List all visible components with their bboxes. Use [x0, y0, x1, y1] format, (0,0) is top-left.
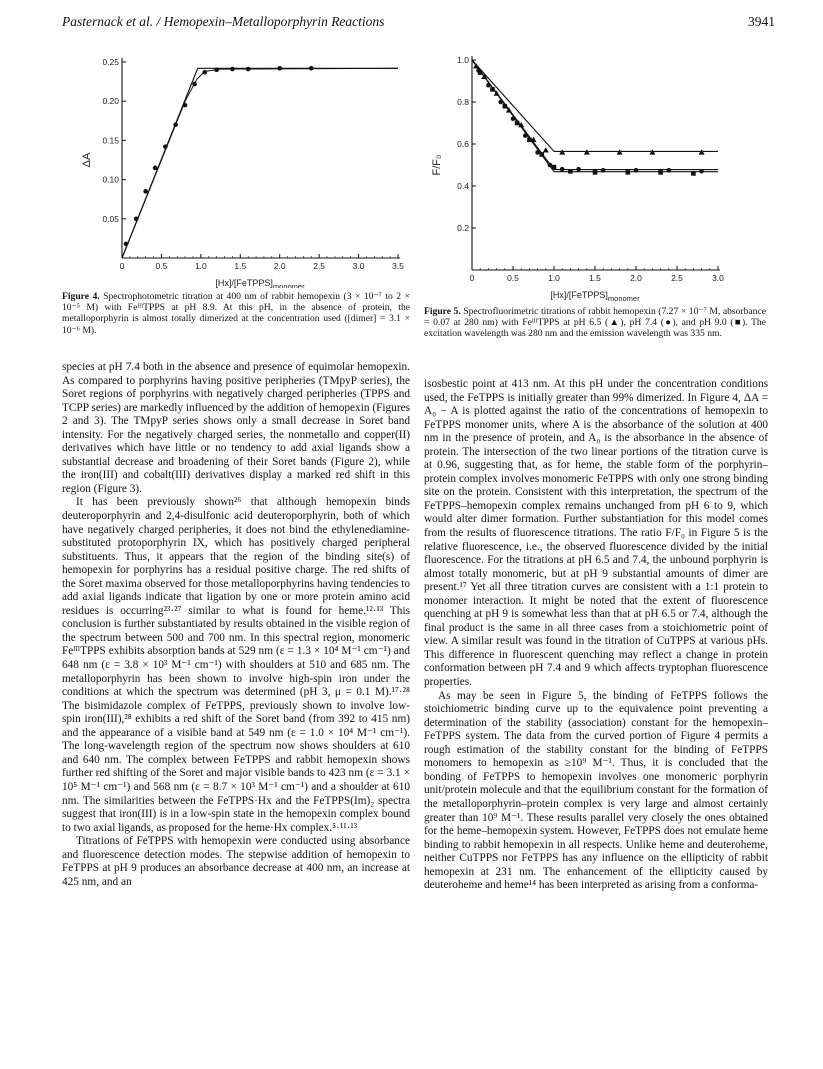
data-point: [309, 66, 314, 71]
data-point: [527, 138, 532, 143]
data-point: [626, 170, 631, 175]
data-point: [124, 242, 129, 247]
x-tick-label: 2.5: [313, 261, 326, 271]
data-point: [515, 121, 520, 126]
data-point: [543, 147, 549, 152]
y-tick-label: 0.20: [102, 96, 119, 107]
data-point: [490, 87, 495, 92]
fit-curve: [122, 68, 398, 258]
y-tick-label: 0.15: [102, 135, 119, 146]
y-tick-label: 0.6: [457, 139, 469, 149]
figure-4-caption: [62, 291, 410, 336]
y-axis-label: ΔA: [81, 152, 93, 168]
right-paragraph: As may be seen in Figure 5, the binding of FeTPPS follows the stoichiometric binding curve up to the equivalence point preventing a determination of the stability (association) constant for the hemopexin–FeTPPS system. The data from the curved portion of Figure 4 permits a rough estimation of the stability constant for the binding of FeTPPS monomers to hemopexin as ≥10⁹ M⁻¹. Thus, it is concluded that the bonding of FeTPPS to hemopexin involves one monomeric porphyrin unit/protein molecule and that the equilibrium constant for the formation of the metalloporphyrin–protein complex is very large and almost certainly greater than 10⁹ M⁻¹. These results parallel very closely the ones obtained for the heme–hemopexin system. However, FeTPPS does not emulate heme binding to rabbit hemopexin in all respects. Unlike heme and deuteroheme, neither CuTPPS nor FeTPPS has any influence on the ellipticity of rabbit hemopexin at 231 nm. The enhancement of the ellipticity caused by deuteroheme and heme¹⁴ has been interpreted as arising from a conforma-: [424, 689, 768, 892]
y-tick-label: 1.0: [457, 55, 469, 65]
data-point: [134, 217, 139, 222]
left-column: [62, 361, 410, 889]
figure-5-chart: [420, 48, 760, 303]
running-title: Pasternack et al. / Hemopexin–Metalloporphyrin Reactions: [62, 14, 385, 29]
data-point: [230, 67, 235, 72]
figure-4-caption-text: Spectrophotometric titration at 400 nm of rabbit hemopexin (3 × 10⁻⁷ to 2 × 10⁻⁵ M) with FeᴵᴵᴵTPPS at pH 8.9. At this pH, in the absence of protein, the metalloporphyrin is almost totally dimerized at the concentration used ([dimer] = 3.1 × 10⁻⁶ M).: [62, 291, 410, 336]
x-tick-label: 0: [119, 261, 125, 271]
left-paragraph: species at pH 7.4 both in the absence and presence of equimolar hemopexin. As compared to porphyrins having positive peripheries (TMpyP series), the Soret regions of porphyrins with negatively charged peripheries (TPPS and TCPP series) are markedly influenced by the addition of hemopexin (Figures 2 and 3). The TMpyP series shows only a small decrease in Soret band intensity. For the negatively charged series, the nonmetallo and copper(II) derivatives which have little or no tendency to add axial ligands show a substantial decrease and broadening of their Soret bands (Figure 2), while the iron(III) and cobalt(III) derivatives display a marked red shift in this region (Figure 3).: [62, 361, 410, 495]
figure-4-caption-label: Figure 4.: [62, 291, 100, 302]
data-point: [560, 167, 565, 172]
x-tick-label: 1.5: [234, 261, 247, 271]
data-point: [478, 70, 483, 75]
x-tick-label: 3.0: [352, 261, 365, 271]
data-point: [163, 144, 168, 149]
y-tick-label: 0.2: [457, 223, 469, 233]
y-tick-label: 0.4: [457, 181, 469, 191]
x-tick-label: 2.0: [273, 261, 286, 271]
figure-5-caption-label: Figure 5.: [424, 306, 461, 317]
data-point: [552, 165, 557, 170]
x-tick-label: 3.0: [712, 273, 724, 283]
right-column: [424, 378, 768, 893]
data-point: [568, 169, 573, 174]
x-tick-label: 2.0: [630, 273, 642, 283]
x-tick-label: 0.5: [155, 261, 168, 271]
left-paragraph: It has been previously shown²⁶ that although hemopexin binds deuteroporphyrin and 2,4-disulfonic acid deuteroporphyrin, both of which have negatively charged peripheries, it does not bind the ethylenediamine-substituted protoporphyrin IX, which has positively charged peripheral substituents. Thus, it appears that the region of the binding site(s) of hemopexin for porphyrins has a residual positive charge. The red shifts of the Soret maxima observed for those metalloporphyrins having tendencies to add axial ligands indicate that ligation by one or more protein amino acid residues is occurring²³·²⁷ similar to what is found for heme.¹²·¹³ This conclusion is further substantiated by results obtained in the visible region of the spectrum between 500 and 700 nm. In this spectral region, monomeric FeᴵᴵᴵTPPS exhibits absorption bands at 529 nm (ε = 1.3 × 10⁴ M⁻¹ cm⁻¹) and 648 nm (ε = 3.8 × 10³ M⁻¹ cm⁻¹) with shoulders at 510 and 685 nm. The metalloporphyrin has been shown to involve high-spin iron under the conditions at which the spectrum was determined (pH 3, μ = 0.1 M).¹⁷·²⁸ The bisimidazole complex of FeTPPS, previously shown to involve low-spin iron(III),²⁸ exhibits a red shift of the Soret band (from 392 to 415 nm) and the appearance of a visible band at 549 nm (ε = 1.0 × 10⁴ M⁻¹ cm⁻¹). The long-wavelength region of the spectrum now shows shoulders at 610 and 640 nm. The complex between FeTPPS and rabbit hemopexin shows further red shifting of the Soret and major visible bands to 423 nm (ε = 3.1 × 10⁵ M⁻¹ cm⁻¹) and 568 nm (ε = 8.7 × 10³ M⁻¹ cm⁻¹) and a shoulder at 610 nm. The similarities between the FeTPPS·Hx and the FeTPPS(Im)₂ spectra suggest that iron(III) is in a low-spin state in the hemopexin complex bound to two axial ligands, as proposed for the heme·Hx complex.⁵·¹¹·¹³: [62, 496, 410, 834]
y-tick-label: 0.05: [102, 213, 119, 224]
x-tick-label: 1.5: [589, 273, 601, 283]
x-tick-label: 0.5: [507, 273, 519, 283]
data-point: [246, 67, 251, 72]
data-point: [503, 104, 508, 109]
data-point: [214, 68, 219, 73]
y-axis-label: F/F₀: [431, 154, 443, 176]
page-number: 3941: [748, 14, 775, 29]
x-tick-label: 0: [469, 273, 475, 283]
data-point: [658, 170, 663, 175]
data-point: [203, 70, 208, 75]
x-tick-label: 3.5: [392, 261, 404, 271]
right-paragraph: isosbestic point at 413 nm. At this pH under the concentration conditions used, the FeTPPS is initially greater than 99% dimerized. In Figure 4, ΔA = A₀ − A is plotted against the ratio of the concentrations of hemopexin to FeTPPS monomer units, where A is the absorbance of the solution at 400 nm in the presence of protein, and A₀ is the absorbance in the absence of protein. The intersection of the two linear portions of the titration curve is at 0.96, suggesting that, as for heme, the stable form of the porphyrin–protein complex involves monomeric FeTPPS with only one strong binding site on the protein. Consistent with this interpretation, the spectrum of the FeTPPS–hemopexin complex remains unchanged from pH 6 to 9, which would alter dimer formation. Further substantiation for this model comes from the results of fluorescence titrations. The ratio F/F₀ in Figure 5 is the relative fluorescence, i.e., the observed fluorescence divided by the initial fluorescence. For the titrations at pH 6.5 and 7.4, the unbound porphyrin is almost totally monomeric, but at pH 9 substantial amounts of dimer are present.¹⁷ Yet all three titration curves are consistent with a 1:1 protein to monomer interaction. It might be noted that the extent of fluorescence quenching at pH 9 is somewhat less than that at pH 6.5 or 7.4, although the final product is the same in all three cases from a stoichiometric point of view. A similar result was found in the titration of CuTPPS at various pHs. This difference in fluorescent quenching may reflect a change in protein conformation between pH 7.4 and 9 which affects tryptophan fluorescence properties.: [424, 378, 768, 689]
figure-5-caption: [424, 306, 766, 340]
left-paragraph: Titrations of FeTPPS with hemopexin were conducted using absorbance and fluorescence detection modes. The stepwise addition of hemopexin to FeTPPS at pH 9 produces an absorbance decrease at 400 nm, an increase at 425 nm, and an: [62, 835, 410, 888]
y-tick-label: 0.25: [102, 57, 119, 67]
data-point: [691, 171, 696, 176]
x-tick-label: 1.0: [548, 273, 560, 283]
figure-5-caption-text: Spectrofluorimetric titrations of rabbit hemopexin (7.27 × 10⁻⁷ M, absorbance = 0.07 at 280 nm) with FeᴵᴵᴵTPPS at pH 6.5 (▲), pH 7.4 (●), and pH 9.0 (■). The excitation wavelength was 280 nm and the emission wavelength was 335 nm.: [424, 306, 766, 340]
x-axis-label: $[Hx]/[FeTPPS]_{monomer}$: [215, 278, 305, 288]
x-axis-label: $[Hx]/[FeTPPS]_{monomer}$: [550, 290, 640, 303]
data-point: [576, 167, 581, 172]
data-point: [277, 66, 282, 71]
data-point: [153, 166, 158, 171]
data-point: [192, 82, 197, 87]
data-point: [539, 152, 544, 157]
data-point: [173, 122, 178, 127]
x-tick-label: 2.5: [671, 273, 683, 283]
x-tick-label: 1.0: [194, 261, 207, 271]
figure-4-chart: [60, 48, 420, 288]
y-tick-label: 0.8: [457, 97, 469, 107]
y-tick-label: 0.10: [102, 174, 119, 185]
data-point: [183, 103, 188, 108]
data-point: [593, 170, 598, 175]
data-point: [143, 189, 148, 194]
